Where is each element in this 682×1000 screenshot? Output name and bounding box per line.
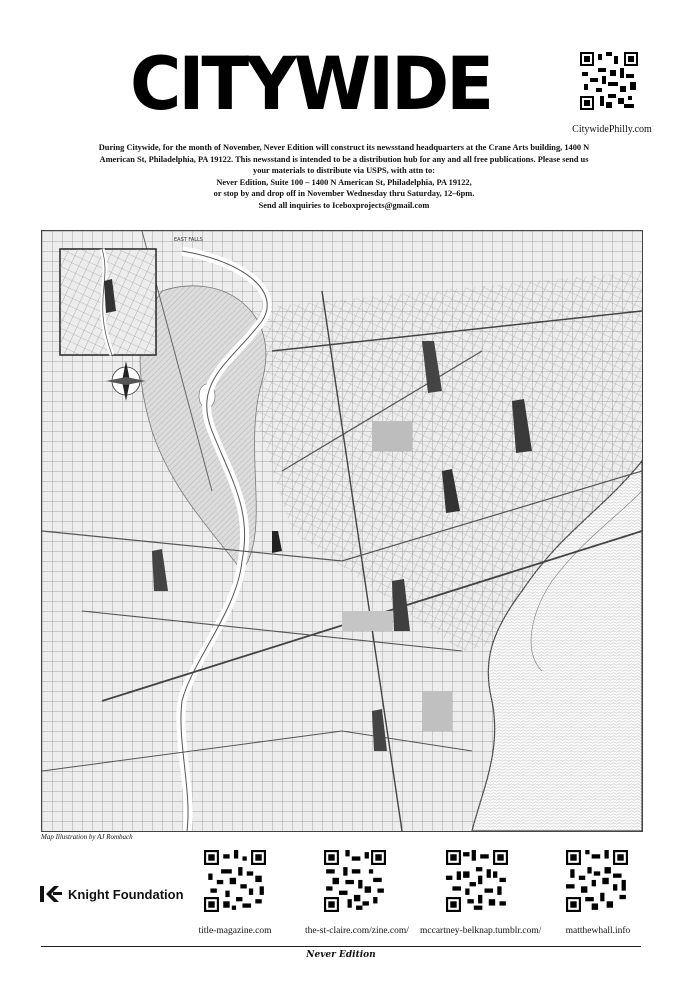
knight-foundation-logo [40, 886, 184, 902]
qr-code-icon[interactable] [324, 850, 386, 912]
intro-line: or stop by and drop off in November Wednesday thru Saturday, 12–6pm. [213, 189, 475, 199]
intro-text [60, 142, 628, 212]
poster-title: CITYWIDE [130, 40, 492, 128]
citywide-site-url[interactable]: CitywidePhilly.com [572, 124, 652, 135]
footer-divider [41, 946, 641, 947]
link-title-magazine[interactable]: title-magazine.com [198, 926, 272, 936]
sponsor-name: Knight Foundation [68, 886, 184, 902]
qr-code-icon[interactable] [566, 850, 628, 912]
intro-line: American St, Philadelphia, PA 19122. This newsstand is intended to be a distribution hub for any and all free publications. Please send us [99, 154, 589, 164]
map-label-east-falls: EAST FALLS [174, 237, 203, 243]
intro-line: your materials to distribute via USPS, with attn to: [253, 166, 435, 176]
qr-code-icon[interactable] [446, 850, 508, 912]
link-st-claire[interactable]: the-st-claire.com/zine.com/ [305, 926, 409, 936]
intro-line: During Citywide, for the month of November, Never Edition will construct its newsstand headquarters at the Crane Arts building, 1400 N [98, 143, 590, 152]
qr-code-icon [580, 52, 638, 110]
link-mccartney-belknap[interactable]: mccartney-belknap.tumblr.com/ [420, 926, 542, 936]
map-credit: Map Illustration by AJ Rombach [41, 833, 133, 841]
qr-code-icon[interactable] [204, 850, 266, 912]
city-map [41, 230, 643, 832]
map-illustration [42, 231, 642, 831]
intro-line: Never Edition, Suite 100 – 1400 N American St, Philadelphia, PA 19122, [216, 177, 472, 187]
footer-publisher: Never Edition [306, 950, 376, 960]
intro-line: Send all inquiries to Iceboxprojects@gmail.com [258, 200, 430, 210]
link-matthewhall[interactable]: matthewhall.info [565, 926, 631, 936]
knight-foundation-icon [40, 886, 62, 902]
